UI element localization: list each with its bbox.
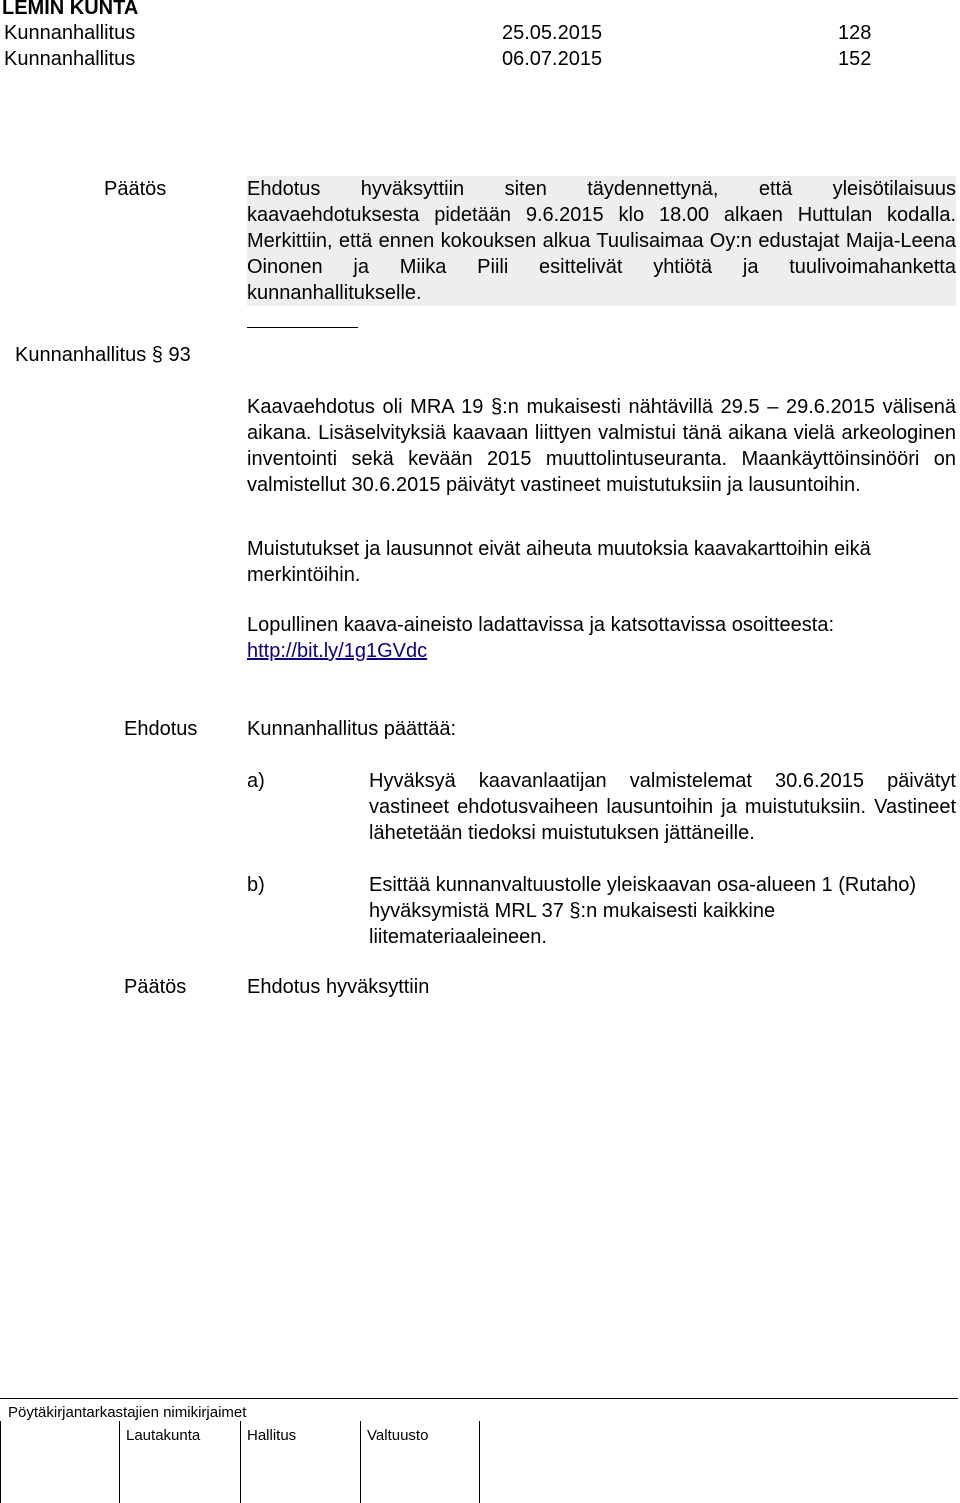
proposal-item-a-text: Hyväksyä kaavanlaatijan valmistelemat 30.6.2015 päivätyt vastineet ehdotusvaiheen lausuntoihin ja muistutuksiin. Vastineet lähetetään tiedoksi muistutuksen jättäneille. <box>369 770 956 844</box>
header-row-2-body: Kunnanhallitus <box>4 48 136 70</box>
decision-label-2: Päätös <box>124 976 187 998</box>
body-paragraph-3: Lopullinen kaava-aineisto ladattavissa ja katsottavissa osoitteesta: <box>247 614 835 636</box>
signature-box <box>0 1398 958 1503</box>
signature-col-hallitus: Hallitus <box>247 1427 297 1444</box>
proposal-label: Ehdotus <box>124 718 198 740</box>
municipality-name: LEMIN KUNTA <box>2 0 139 19</box>
signature-divider <box>360 1421 361 1503</box>
signature-divider <box>240 1421 241 1503</box>
proposal-item-a-label: a) <box>247 770 265 792</box>
header-row-1-date: 25.05.2015 <box>502 22 603 44</box>
header-row-2-page: 152 <box>838 48 872 70</box>
material-link[interactable]: http://bit.ly/1g1GVdc <box>247 640 428 662</box>
header-row-1-page: 128 <box>838 22 872 44</box>
header-row-2-date: 06.07.2015 <box>502 48 603 70</box>
proposal-item-b-text: Esittää kunnanvaltuustolle yleiskaavan osa-alueen 1 (Rutaho) hyväksymistä MRL 37 §:n mukaisesti kaikkine liitemateriaaleineen. <box>369 874 917 948</box>
signature-divider <box>0 1421 1 1503</box>
decision-text-2: Ehdotus hyväksyttiin <box>247 976 430 998</box>
proposal-intro: Kunnanhallitus päättää: <box>247 718 457 740</box>
signature-col-lautakunta: Lautakunta <box>126 1427 201 1444</box>
body-paragraph-1: Kaavaehdotus oli MRA 19 §:n mukaisesti nähtävillä 29.5 – 29.6.2015 välisenä aikana. Lisäselvityksiä kaavaan liittyen valmistui tänä aikana vielä arkeologinen inventointi sekä kevään 2015 muuttolintuseuranta. Maankäyttöinsinööri on valmistellut 30.6.2015 päivätyt vastineet muistutuksiin ja lausuntoihin. <box>247 396 956 496</box>
separator-line <box>247 327 358 328</box>
section-label: Kunnanhallitus § 93 <box>15 344 191 366</box>
decision-label-1: Päätös <box>104 178 167 200</box>
signature-box-title: Pöytäkirjantarkastajien nimikirjaimet <box>8 1404 247 1421</box>
header-row-1-body: Kunnanhallitus <box>4 22 136 44</box>
body-paragraph-2: Muistutukset ja lausunnot eivät aiheuta muutoksia kaavakarttoihin eikä merkintöihin. <box>247 538 871 586</box>
signature-divider <box>479 1421 480 1503</box>
proposal-item-b-label: b) <box>247 874 265 896</box>
decision-text-1: Ehdotus hyväksyttiin siten täydennettynä, että yleisötilaisuus kaavaehdotuksesta pidetään 9.6.2015 klo 18.00 alkaen Huttulan kodalla. Merkittiin, että ennen kokouksen alkua Tuulisaimaa Oy:n edustajat Maija-Leena Oinonen ja Miika Piili esittelivät yhtiötä ja tuulivoimahanketta kunnanhallitukselle. <box>247 178 956 304</box>
signature-col-valtuusto: Valtuusto <box>367 1427 429 1444</box>
signature-divider <box>119 1421 120 1503</box>
